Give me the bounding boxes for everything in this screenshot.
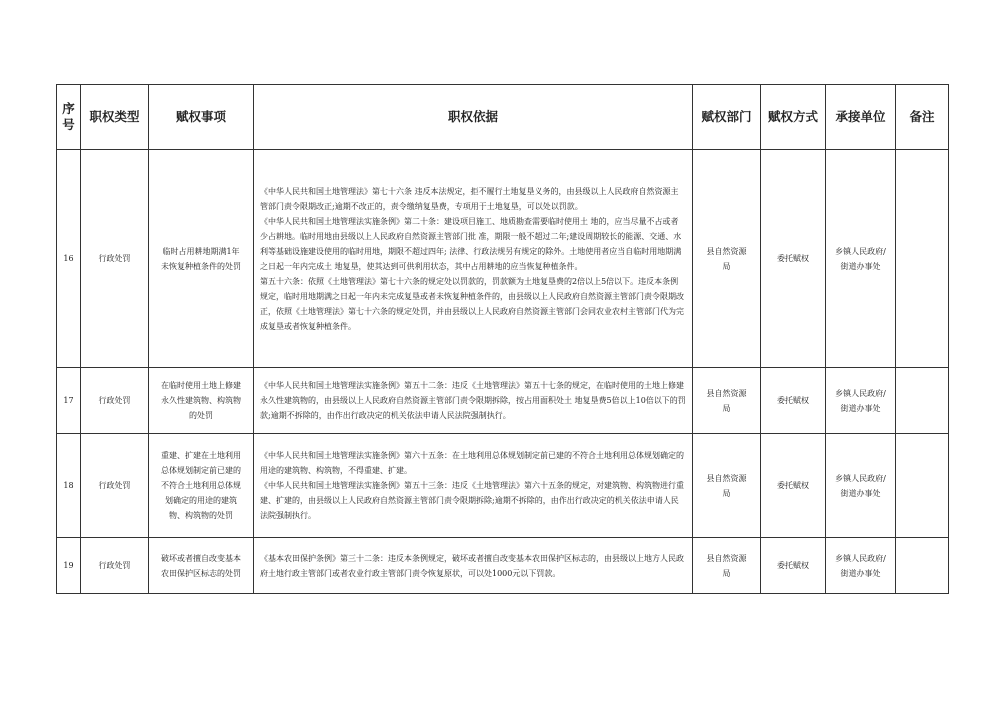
- cell-dept: 县自然资源局: [693, 538, 761, 594]
- cell-unit: 乡镇人民政府/街道办事处: [826, 368, 896, 434]
- table-row: [57, 538, 949, 594]
- permission-table-page: [56, 84, 948, 594]
- cell-dept: 县自然资源局: [693, 150, 761, 368]
- cell-seq: 18: [57, 434, 81, 538]
- table-header-row: [57, 85, 949, 150]
- cell-unit: 乡镇人民政府/街道办事处: [826, 434, 896, 538]
- table-row: [57, 368, 949, 434]
- basis-paragraph: 第五十六条：依照《土地管理法》第七十六条的规定处以罚款的，罚款额为土地复垦费的2倍以上5倍以下。违反本条例规定，临时用地期满之日起一年内未完成复垦或者未恢复种植条件的，由县级以上人民政府自然资源主管部门责令限期改正，依照《土地管理法》第七十六条的规定处罚，并由县级以上人民政府自然资源主管部门会同农业农村主管部门代为完成复垦或者恢复种植条件。: [260, 276, 684, 331]
- header-method: 赋权方式: [761, 85, 826, 150]
- header-basis: 职权依据: [254, 85, 693, 150]
- cell-dept: 县自然资源局: [693, 434, 761, 538]
- cell-note: [896, 368, 949, 434]
- header-item: 赋权事项: [149, 85, 254, 150]
- cell-seq: 16: [57, 150, 81, 368]
- table-row: [57, 434, 949, 538]
- basis-paragraph: 《中华人民共和国土地管理法实施条例》第五十三条：违反《土地管理法》第六十五条的规定，对建筑物、构筑物进行重建、扩建的，由县级以上人民政府自然资源主管部门责令限期拆除;逾期不拆除的，由作出行政决定的机关依法申请人民法院强制执行。: [260, 481, 684, 520]
- cell-basis: [254, 368, 693, 434]
- cell-method: 委托赋权: [761, 434, 826, 538]
- cell-item: 破坏或者擅自改变基本农田保护区标志的处罚: [149, 538, 254, 594]
- cell-item: 重建、扩建在土地利用总体规划制定前已建的不符合土地利用总体规划确定的用途的建筑物、构筑物的处罚: [149, 434, 254, 538]
- basis-paragraph: 《中华人民共和国土地管理法实施条例》第二十条：建设项目施工、地质勘查需要临时使用土 地的，应当尽量不占或者少占耕地。临时用地由县级以上人民政府自然资源主管部门批 准，期限一般不超过二年;建设周期较长的能源、交通、水利等基础设施建设使用的临时用地，期限不超过四年; 法律、行政法规另有规定的除外。土地使用者应当自临时用地期满之日起一年内完成土 地复垦，使其达到可供利用状态，其中占用耕地的应当恢复种植条件。: [260, 216, 682, 271]
- table-row: [57, 150, 949, 368]
- cell-item: 在临时使用土地上修建永久性建筑物、构筑物的处罚: [149, 368, 254, 434]
- cell-method: 委托赋权: [761, 538, 826, 594]
- cell-unit: 乡镇人民政府/街道办事处: [826, 538, 896, 594]
- header-note: 备注: [896, 85, 949, 150]
- cell-type: 行政处罚: [81, 150, 149, 368]
- cell-item: 临时占用耕地期满1年未恢复种植条件的处罚: [149, 150, 254, 368]
- cell-type: 行政处罚: [81, 434, 149, 538]
- cell-basis: [254, 150, 693, 368]
- header-seq: 序 号: [57, 85, 81, 150]
- cell-type: 行政处罚: [81, 538, 149, 594]
- header-dept: 赋权部门: [693, 85, 761, 150]
- cell-type: 行政处罚: [81, 368, 149, 434]
- permission-table: [56, 84, 949, 594]
- cell-seq: 17: [57, 368, 81, 434]
- cell-unit: 乡镇人民政府/街道办事处: [826, 150, 896, 368]
- basis-paragraph: 《基本农田保护条例》第三十二条：违反本条例规定，破坏或者擅自改变基本农田保护区标志的，由县级以上地方人民政府土地行政主管部门或者农业行政主管部门责令恢复原状，可以处1000元以下罚款。: [260, 553, 684, 578]
- cell-dept: 县自然资源局: [693, 368, 761, 434]
- basis-paragraph: 《中华人民共和国土地管理法实施条例》第五十二条：违反《土地管理法》第五十七条的规定，在临时使用的土地上修建永久性建筑物的，由县级以上人民政府自然资源主管部门责令限期拆除，按占用面积处土 地复垦费5倍以上10倍以下的罚款;逾期不拆除的，由作出行政决定的机关依法申请人民法院强制执行。: [260, 381, 686, 420]
- header-unit: 承接单位: [826, 85, 896, 150]
- basis-paragraph: 《中华人民共和国土地管理法实施条例》第六十五条：在土地利用总体规划制定前已建的不符合土地利用总体规划确定的用途的建筑物、构筑物，不得重建、扩建。: [260, 451, 684, 475]
- cell-method: 委托赋权: [761, 368, 826, 434]
- cell-note: [896, 538, 949, 594]
- cell-note: [896, 434, 949, 538]
- basis-paragraph: 《中华人民共和国土地管理法》第七十六条 违反本法规定，拒不履行土地复垦义务的，由县级以上人民政府自然资源主管部门责令限期改正;逾期不改正的，责令缴纳复垦费，专项用于土地复垦，可以处以罚款。: [260, 186, 679, 211]
- header-type: 职权类型: [81, 85, 149, 150]
- cell-basis: [254, 434, 693, 538]
- cell-method: 委托赋权: [761, 150, 826, 368]
- cell-note: [896, 150, 949, 368]
- cell-seq: 19: [57, 538, 81, 594]
- cell-basis: [254, 538, 693, 594]
